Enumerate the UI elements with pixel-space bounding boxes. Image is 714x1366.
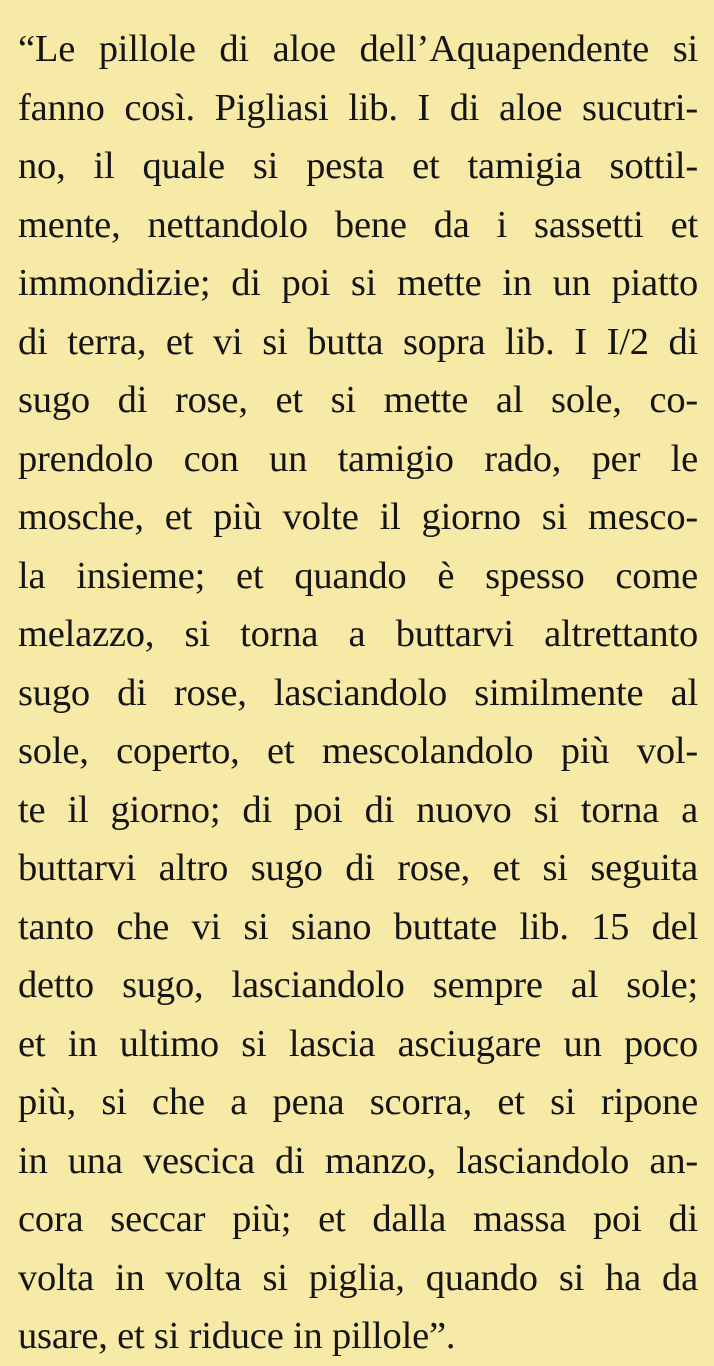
text-line-21: cora seccar più; et dalla massa poi di bbox=[18, 1198, 698, 1240]
text-line-14: te il giorno; di poi di nuovo si torna a bbox=[18, 788, 698, 831]
text-line-20: in una vescica di manzo, lasciandolo an- bbox=[18, 1139, 698, 1182]
text-line-15: buttarvi altro sugo di rose, et si seguita bbox=[18, 847, 698, 889]
text-line-8: prendolo con un tamigio rado, per le bbox=[18, 437, 698, 480]
quotation-paragraph bbox=[18, 20, 698, 1366]
text-line-1: “Le pillole di aloe dell’Aquapendente si bbox=[18, 28, 698, 70]
text-line-19: più, si che a pena scorra, et si ripone bbox=[18, 1081, 698, 1123]
text-line-22: volta in volta si piglia, quando si ha da bbox=[18, 1256, 698, 1299]
text-line-23: usare, et si riduce in pillole”. bbox=[18, 1315, 456, 1357]
text-line-10: la insieme; et quando è spesso come bbox=[18, 554, 698, 597]
text-line-4: mente, nettandolo bene da i sassetti et bbox=[18, 203, 698, 246]
text-line-13: sole, coperto, et mescolandolo più vol- bbox=[18, 730, 698, 772]
text-line-3: no, il quale si pesta et tamigia sottil- bbox=[18, 145, 698, 187]
text-line-7: sugo di rose, et si mette al sole, co- bbox=[18, 379, 698, 421]
text-line-9: mosche, et più volte il giorno si mesco- bbox=[18, 496, 698, 538]
text-line-18: et in ultimo si lascia asciugare un poco bbox=[18, 1022, 698, 1065]
text-line-2: fanno così. Pigliasi lib. I di aloe sucutri- bbox=[18, 86, 698, 129]
text-line-11: melazzo, si torna a buttarvi altrettanto bbox=[18, 613, 698, 655]
text-line-17: detto sugo, lasciandolo sempre al sole; bbox=[18, 964, 698, 1006]
text-line-16: tanto che vi si siano buttate lib. 15 del bbox=[18, 905, 698, 948]
text-line-6: di terra, et vi si butta sopra lib. I I/2 di bbox=[18, 320, 698, 363]
text-line-5: immondizie; di poi si mette in un piatto bbox=[18, 262, 698, 304]
text-line-12: sugo di rose, lasciandolo similmente al bbox=[18, 671, 698, 714]
